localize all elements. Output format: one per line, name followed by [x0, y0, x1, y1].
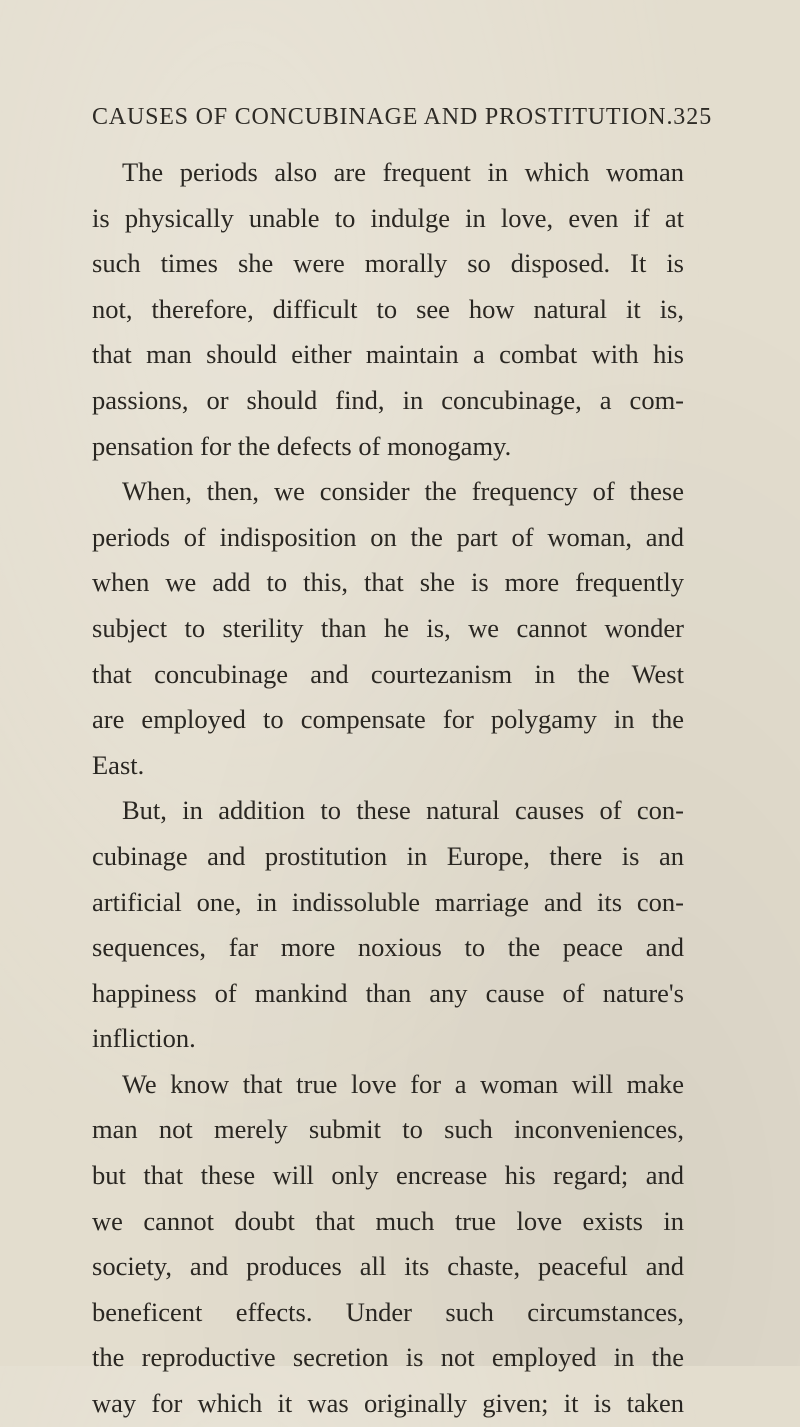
page-number: 325 [673, 104, 713, 130]
text-line: sequences, far more noxious to the peace and [92, 932, 684, 963]
text-line: beneficent effects. Under such circumstances, [92, 1296, 684, 1327]
text-line: The periods also are frequent in which woman [122, 157, 684, 187]
text-line: man not merely submit to such inconveniences, [92, 1114, 684, 1145]
text-line: subject to sterility than he is, we cannot wonder [92, 612, 684, 643]
text-line: We know that true love for a woman will make [122, 1068, 684, 1099]
text-line: that concubinage and courtezanism in the West [92, 658, 684, 689]
text-line: that man should either maintain a combat with his [92, 339, 684, 370]
text-line: society, and produces all its chaste, peaceful and [92, 1251, 684, 1282]
text-line: East. [92, 749, 145, 780]
text-line: we cannot doubt that much true love exists in [92, 1205, 684, 1236]
text-line: When, then, we consider the frequency of these [122, 476, 684, 507]
text-line: is physically unable to indulge in love, even if at [92, 202, 684, 233]
text-line: pensation for the defects of monogamy. [92, 430, 512, 461]
text-line: infliction. [92, 1023, 196, 1054]
text-line: when we add to this, that she is more frequently [92, 567, 684, 598]
text-line: are employed to compensate for polygamy in the [92, 704, 684, 735]
text-line: artificial one, in indissoluble marriage and its con- [92, 886, 684, 917]
text-line: passions, or should find, in concubinage, a com- [92, 384, 684, 415]
text-line: way for which it was originally given; it is taken [92, 1388, 684, 1419]
text-line: But, in addition to these natural causes of con- [122, 795, 684, 826]
text-line: happiness of mankind than any cause of nature's [92, 977, 684, 1008]
text-line: cubinage and prostitution in Europe, there is an [92, 840, 684, 871]
body-text [92, 150, 684, 1427]
text-line: not, therefore, difficult to see how natural it is, [92, 293, 684, 324]
page-header [92, 104, 713, 138]
running-title: CAUSES OF CONCUBINAGE AND PROSTITUTION. [92, 104, 674, 130]
text-line: but that these will only encrease his regard; and [92, 1160, 684, 1191]
text-line: the reproductive secretion is not employed in the [92, 1342, 684, 1373]
text-line: such times she were morally so disposed. It is [92, 248, 684, 279]
text-line: periods of indisposition on the part of woman, and [92, 521, 684, 552]
